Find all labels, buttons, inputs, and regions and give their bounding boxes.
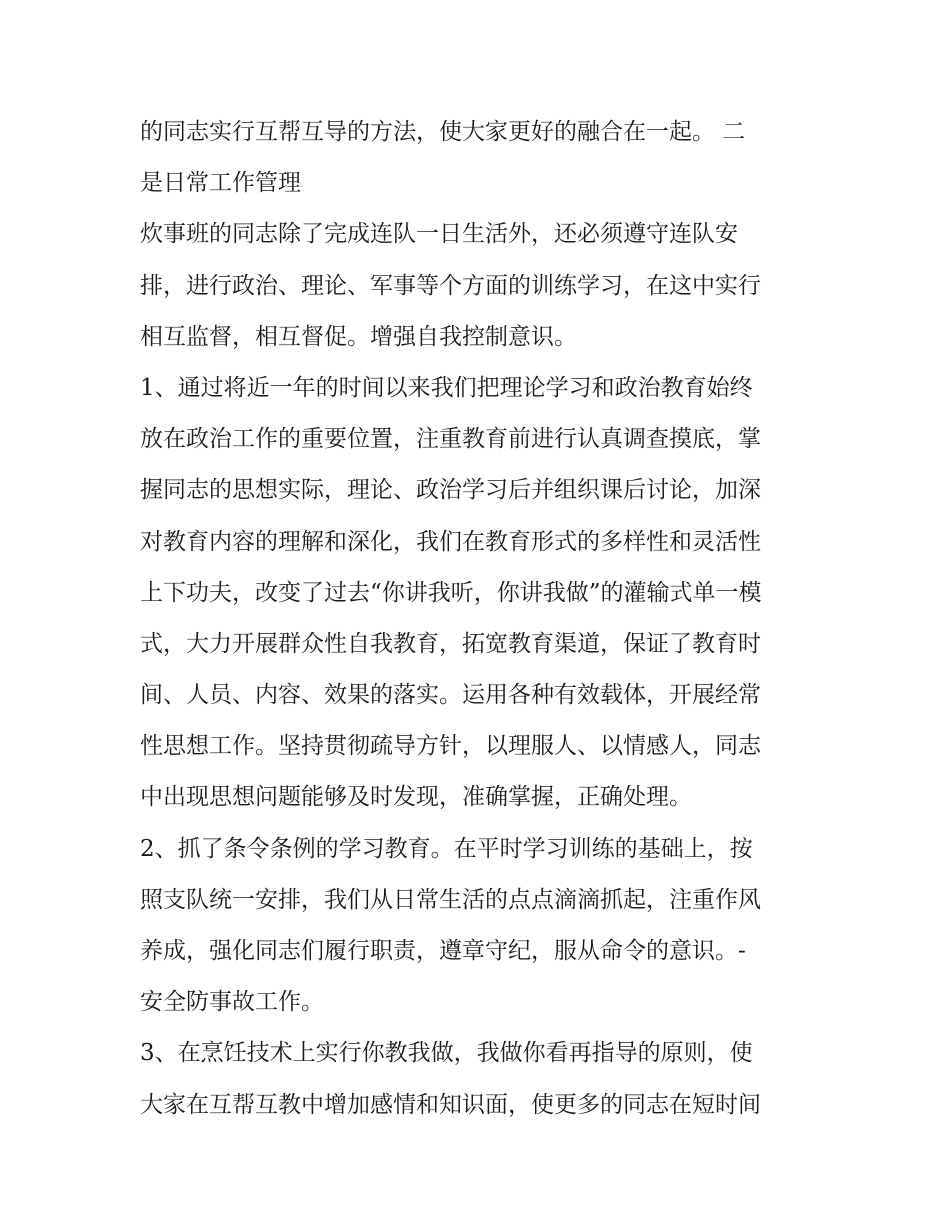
text-line: 1、通过将近一年的时间以来我们把理论学习和政治教育始终 [140, 374, 753, 401]
text-line: 对教育内容的理解和深化，我们在教育形式的多样性和灵活性 [140, 528, 761, 555]
text-line: 放在政治工作的重要位置，注重教育前进行认真调查摸底，掌 [140, 426, 761, 453]
text-line: 握同志的思想实际，理论、政治学习后并组织课后讨论，加深 [140, 477, 761, 504]
text-line: 性思想工作。坚持贯彻疏导方针，以理服人、以情感人，同志 [140, 733, 761, 760]
text-line: 3、在烹饪技术上实行你教我做，我做你看再指导的原则，使 [140, 1040, 753, 1067]
text-line: 中出现思想问题能够及时发现，准确掌握，正确处理。 [140, 784, 692, 811]
text-line: 相互监督，相互督促。增强自我控制意识。 [140, 323, 577, 350]
text-line: 照支队统一安排，我们从日常生活的点点滴滴抓起，注重作风 [140, 886, 761, 913]
text-line: 式，大力开展群众性自我教育，拓宽教育渠道，保证了教育时 [140, 630, 761, 657]
text-line: 炊事班的同志除了完成连队一日生活外，还必须遵守连队安 [140, 221, 738, 248]
text-line: 安全防事故工作。 [140, 989, 324, 1016]
text-line: 上下功夫，改变了过去“你讲我听，你讲我做”的灌输式单一模 [140, 579, 762, 606]
text-line: 排，进行政治、理论、军事等个方面的训练学习，在这中实行 [140, 272, 761, 299]
text-line: 养成，强化同志们履行职责，遵章守纪，服从命令的意识。- [140, 938, 746, 964]
text-line: 间、人员、内容、效果的落实。运用各种有效载体，开展经常 [140, 682, 761, 709]
body-text [140, 107, 830, 1131]
text-line: 2、抓了条令条例的学习教育。在平时学习训练的基础上，按 [140, 835, 753, 862]
text-line: 大家在互帮互教中增加感情和知识面，使更多的同志在短时间 [140, 1091, 761, 1118]
text-line: 的同志实行互帮互导的方法，使大家更好的融合在一起。 二 [140, 119, 746, 145]
text-line: 是日常工作管理 [140, 170, 301, 197]
